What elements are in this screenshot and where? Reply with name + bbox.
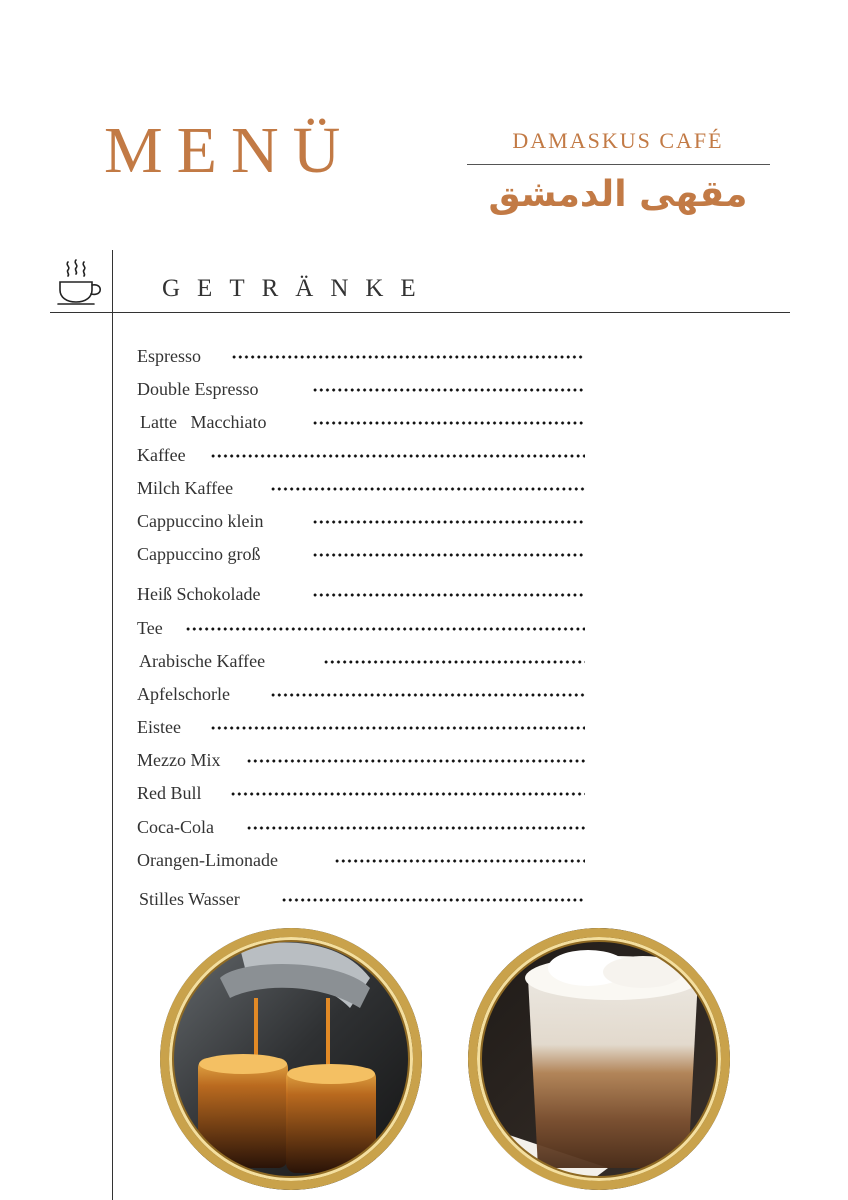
dot-leader <box>231 355 585 359</box>
dot-leader <box>270 693 585 697</box>
menu-item-name: Milch Kaffee <box>137 477 234 498</box>
latte-image <box>468 928 730 1190</box>
menu-item-name: Mezzo Mix <box>137 749 221 770</box>
menu-item <box>139 886 585 912</box>
menu-item <box>137 780 585 806</box>
menu-item-name: Cappuccino groß <box>137 543 261 564</box>
cafe-name-divider <box>467 164 770 165</box>
menu-item <box>137 541 585 567</box>
menu-item <box>137 581 585 607</box>
menu-item-name: Double Espresso <box>137 378 259 399</box>
dot-leader <box>334 859 585 863</box>
menu-item-name: Tee <box>137 617 163 638</box>
dot-leader <box>281 898 585 902</box>
menu-item-name: Coca-Cola <box>137 816 214 837</box>
menu-item <box>137 376 585 402</box>
latte-photo <box>468 928 730 1190</box>
menu-item-name: Kaffee <box>137 444 186 465</box>
menu-item <box>140 409 585 435</box>
menu-item-name: Eistee <box>137 716 181 737</box>
coffee-cup-icon <box>54 258 104 306</box>
menu-item <box>137 847 585 873</box>
menu-item-name: Apfelschorle <box>137 683 230 704</box>
menu-item <box>137 508 585 534</box>
dot-leader <box>323 660 585 664</box>
dot-leader <box>312 388 585 392</box>
menu-item <box>137 615 585 641</box>
dot-leader <box>312 421 585 425</box>
cafe-name-arabic: مقهى الدمشق <box>488 174 748 215</box>
menu-item <box>137 747 585 773</box>
menu-item-name: Orangen-Limonade <box>137 849 278 870</box>
menu-item <box>137 343 585 369</box>
section-divider <box>50 312 790 313</box>
menu-title: MENÜ <box>104 114 355 187</box>
menu-item-name: Stilles Wasser <box>139 888 240 909</box>
menu-item <box>137 814 585 840</box>
menu-item-name: Arabische Kaffee <box>139 650 266 671</box>
menu-item-name: Cappuccino klein <box>137 510 264 531</box>
menu-item-name: Heiß Schokolade <box>137 583 261 604</box>
section-title: GETRÄNKE <box>162 275 433 302</box>
menu-item <box>137 681 585 707</box>
dot-leader <box>210 726 585 730</box>
menu-item <box>139 648 585 674</box>
dot-leader <box>185 627 585 631</box>
vertical-divider <box>112 250 113 1200</box>
cafe-name: DAMASKUS CAFÉ <box>512 128 724 153</box>
dot-leader <box>210 454 585 458</box>
dot-leader <box>312 553 585 557</box>
espresso-photo <box>160 928 422 1190</box>
menu-item-name: Latte Macchiato <box>140 411 267 432</box>
menu-item-name: Espresso <box>137 345 201 366</box>
dot-leader <box>312 593 585 597</box>
dot-leader <box>270 487 585 491</box>
menu-item <box>137 714 585 740</box>
menu-item <box>137 442 585 468</box>
menu-item-name: Red Bull <box>137 782 202 803</box>
dot-leader <box>312 520 585 524</box>
espresso-image <box>160 928 422 1190</box>
menu-item <box>137 475 585 501</box>
dot-leader <box>246 759 585 763</box>
dot-leader <box>246 826 585 830</box>
dot-leader <box>230 792 585 796</box>
